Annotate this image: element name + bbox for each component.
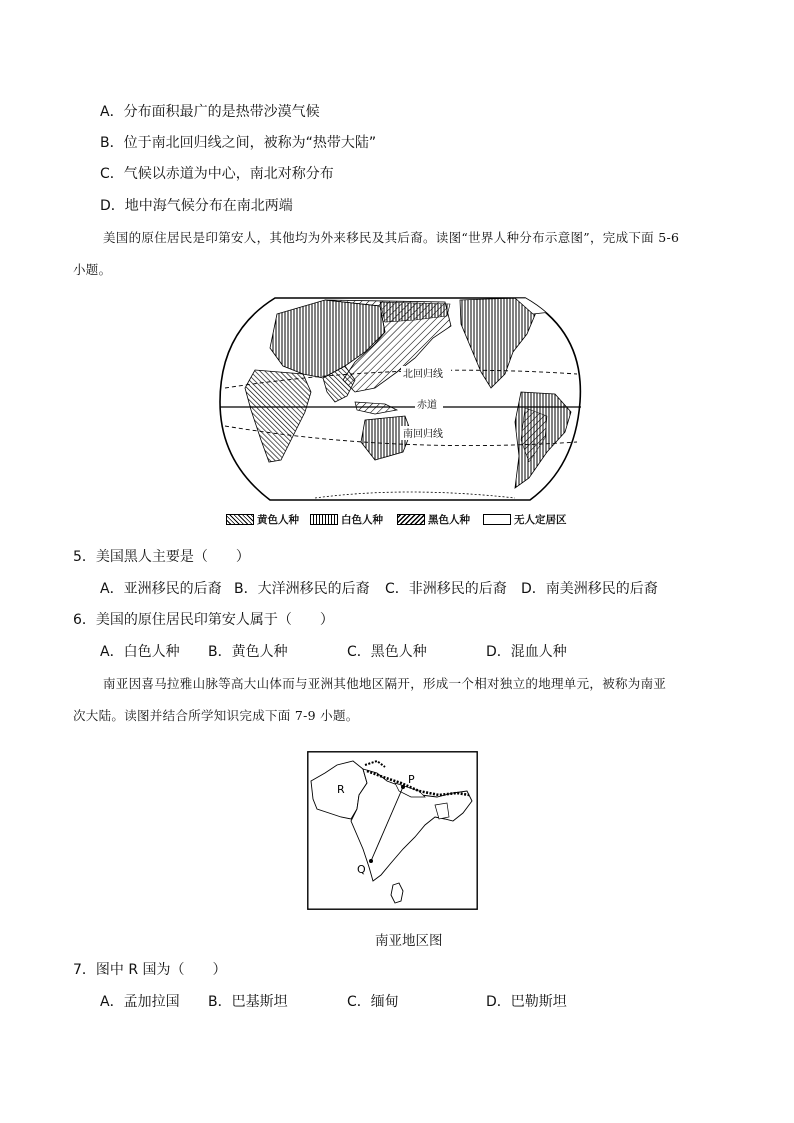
q4-option-c: C．气候以赤道为中心，南北对称分布 (100, 166, 334, 182)
south-asia-caption: 南亚地区图 (375, 933, 443, 949)
intro-7-9-line1: 南亚因喜马拉雅山脉等高大山体而与亚洲其他地区隔开，形成一个相对独立的地理单元，被称为南亚 (103, 676, 667, 691)
q7-option-c: C．缅甸 (347, 994, 399, 1010)
legend-white (310, 512, 383, 526)
south-asia-map (307, 751, 478, 910)
legend-black-label: 黑色人种 (428, 513, 470, 526)
q5-stem: 5．美国黑人主要是（ ） (73, 549, 250, 565)
point-q (369, 859, 373, 863)
q5-option-d: D．南美洲移民的后裔 (521, 581, 658, 597)
q4-option-d: D．地中海气候分布在南北两端 (100, 198, 293, 214)
tropic-south-label: 南回归线 (403, 429, 443, 440)
legend-none-label: 无人定居区 (514, 513, 567, 526)
q7-option-d: D．巴勒斯坦 (486, 994, 567, 1010)
intro-5-6-line1: 美国的原住居民是印第安人，其他均为外来移民及其后裔。读图“世界人种分布示意图”，完成下面 5-6 (103, 230, 680, 245)
q5-option-c: C．非洲移民的后裔 (385, 581, 507, 597)
equator-label: 赤道 (417, 400, 437, 411)
q7-option-a: A．孟加拉国 (100, 994, 180, 1010)
label-p: P (408, 773, 415, 786)
point-p (401, 785, 405, 789)
q6-option-b: B．黄色人种 (208, 644, 288, 660)
q7-option-b: B．巴基斯坦 (208, 994, 288, 1010)
legend-black (397, 512, 470, 526)
tropic-north-label: 北回归线 (403, 369, 443, 380)
legend-yellow-swatch (226, 514, 254, 525)
legend-white-swatch (310, 514, 338, 525)
q7-stem: 7．图中 R 国为（ ） (73, 962, 227, 978)
q5-option-a: A．亚洲移民的后裔 (100, 581, 222, 597)
q6-option-c: C．黑色人种 (347, 644, 427, 660)
q6-option-a: A．白色人种 (100, 644, 180, 660)
legend-yellow-label: 黄色人种 (257, 513, 299, 526)
legend-black-swatch (397, 514, 425, 525)
q6-stem: 6．美国的原住居民印第安人属于（ ） (73, 612, 334, 628)
legend-none-swatch (483, 514, 511, 525)
world-race-map (215, 292, 585, 506)
q5-option-b: B．大洋洲移民的后裔 (234, 581, 370, 597)
q4-option-a: A．分布面积最广的是热带沙漠气候 (100, 104, 320, 120)
q6-option-d: D．混血人种 (486, 644, 567, 660)
label-q: Q (357, 863, 366, 876)
legend-none (483, 512, 567, 526)
legend-yellow (226, 512, 299, 526)
q4-option-b: B．位于南北回归线之间，被称为“热带大陆” (100, 135, 377, 151)
label-r: R (337, 783, 345, 796)
intro-7-9-line2: 次大陆。读图并结合所学知识完成下面 7-9 小题。 (73, 708, 359, 723)
legend-white-label: 白色人种 (341, 513, 383, 526)
intro-5-6-line2: 小题。 (73, 262, 112, 277)
